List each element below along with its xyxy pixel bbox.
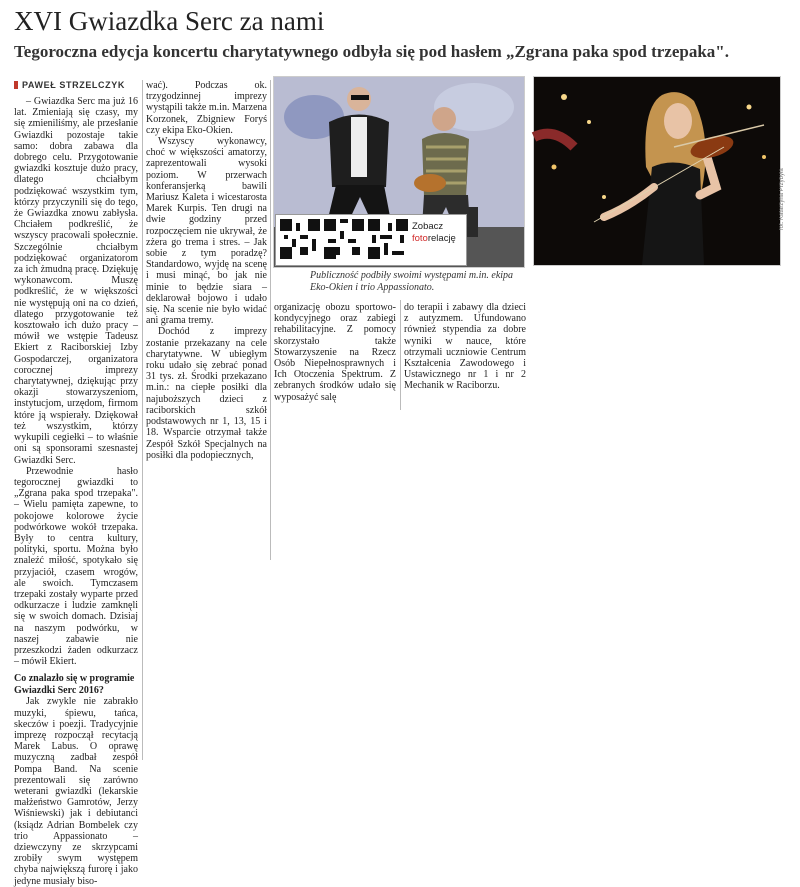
column-divider (270, 80, 271, 560)
section-heading: Co znalazło się w programie Gwiazdki Serc 2016? (14, 673, 135, 696)
qr-code-icon[interactable] (368, 219, 408, 259)
paragraph: Jak zwykle nie zabrakło muzyki, śpiewu, tańca, skeczów i poezji. Tradycyjnie imprezę rozpoczął recytacją Marek Labus. O oprawę muzyczną zadbał zespół Pompa Band. Na scenie prezentowali się zarówno weterani gwiazdki (lekarskie małżeństwo Gamrotów, Jerzy Wiśniewski) jak i debiutanci (ksiądz Adrian Bombelek czy trio Appassionato – dziewczyny ze skrzypcami zrobiły swym występem chyba największą furorę i jako jedyne musiały biso- (14, 696, 138, 887)
column-divider (142, 80, 143, 760)
author-byline (14, 80, 134, 90)
paragraph: Dochód z imprezy zostanie przekazany na cele charytatywne. W ubiegłym roku udało się zebrać ponad 31 tys. zł. Środki przekazano m.in.: na ciepłe posiłki dla najuboższych dzieci z raciborskich szkół podstawowych nr 1, 13, 15 i 18. Wsparcie otrzymał także Zespół Szkół Specjalnych na posiłki dla podopiecznych, (146, 326, 267, 461)
paragraph: organizację obozu sportowo-kondycyjnego oraz zabiegi rehabilitacyjne. Z pomocy skorzystało także Stowarzyszenie na Rzecz Osób Niepełnosprawnych i Ich Otoczenia Spektrum. Z zebranych środków udało się wyposażyć salę (274, 302, 396, 403)
photo-caption: Publiczność podbiły swoimi występami m.in. ekipa Eko-Okien i trio Appassionato. (310, 270, 514, 293)
headline: XVI Gwiazdka Serc za nami (14, 6, 325, 36)
paragraph: Przewodnie hasło tegorocznej gwiazdki to „Zgrana paka spod trzepaka". – Wielu pamięta zapewne, to pokojowe kolorowe życie podwórkowe wokół trzepaka. Były to centra kultury, polityki, sportu. Można było znaleźć miłość, spotykało się przyjaciół, czasem wrogów, ale swoich. Tymczasem trzepaki zostały wyparte przed odkurzacze i ludzie zamknęli się w swoich domach. Dzisiaj na naszym podwórku, w naszej zabawie nie przeszkodzi żaden odkurzacz – mówił Ekiert. (14, 465, 138, 668)
article-column-2 (146, 80, 267, 490)
qr-code-icon[interactable] (324, 219, 364, 259)
author-name: PAWEŁ STRZELCZYK (22, 80, 125, 90)
article-column-3 (274, 302, 396, 422)
gallery-link-accent: foto (412, 233, 428, 244)
paragraph: – Gwiazdka Serc ma już 16 lat. Zmieniają się czasy, my się zmieniliśmy, ale przesłanie Gwiazdki pozostaje takie samo: dobra zabawa dla dobrego celu. Przygotowanie gwiazdki kosztuje dużo pracy, dlatego chciałbym podziękować wszystkim tym, którzy przyczynili się do tego, że Gwiazdka znowu zabłysła. Chciałem podkreślić, że wszyscy pracowali społecznie. Szczególnie chciałbym podziękować organizatorom za ich żmudną pracę. Dziękuję wykonawcom. Muszę podkreślić, że w większości nie występują oni na co dzień, dlatego przygotowanie też kosztowało ich dużo pracy – mówił we wstępie Tadeusz Ekiert z Raciborskiej Izby Gospodarczej, organizatora corocznej imprezy charytatywnej, dziękując przy okazji stowarzyszeniom, instytucjom, urzędom, firmom które ją wspierały. Dziękował też wszystkim, którzy wykupili cegiełki – to właśnie oni są sponsorami szesnastej Gwiazdki Serc. (14, 96, 138, 466)
column-divider (400, 300, 401, 410)
gallery-link-label-2: relację (427, 233, 456, 244)
gallery-link-label: Zobacz (412, 221, 444, 232)
qr-code-icon[interactable] (280, 219, 320, 259)
paragraph: do terapii i zabawy dla dzieci z autyzmem. Ufundowano również stypendia za dobre wyniki w nauce, które otrzymali uczniowie Centrum Kształcenia Zawodowego i Ustawicznego nr 1 i nr 2 Mechanik w Raciborzu. (404, 302, 526, 392)
photo-gallery-link[interactable] (412, 221, 472, 245)
violinist-photo (533, 76, 781, 266)
byline-marker (14, 81, 18, 89)
violinist-illustration (534, 77, 780, 265)
article-column-1 (14, 96, 138, 887)
subheadline: Tegoroczna edycja koncertu charytatywnego odbyła się pod hasłem „Zgrana paka spod trzepaka". (14, 42, 729, 61)
article-column-4 (404, 302, 526, 422)
paragraph: Wszyscy wykonawcy, choć w większości amatorzy, zaprezentowali wysoki poziom. W przerwach konferansjerką bawili Mariusz Kaleta i wicestarosta Marek Kurpis. Ten drugi na dwie godziny przed rozpoczęciem nie ukrywał, że zżera go trema i stres. – Jak sobie z tym poradzę? Standardowo, wyjdę na scenę i musi minąć, bo jak nie minie to będzie siara – deklarował bojowo i udało się. Na scenie nie było widać ani grama tremy. (146, 136, 267, 327)
paragraph: wać). Podczas ok. trzygodzinnej imprezy wystąpili także m.in. Marzena Korzonek, Zbigniew Foryś czy ekipa Eko-Okien. (146, 80, 267, 136)
photo-credit: fot. Katarzyna Przybyła (779, 168, 785, 230)
